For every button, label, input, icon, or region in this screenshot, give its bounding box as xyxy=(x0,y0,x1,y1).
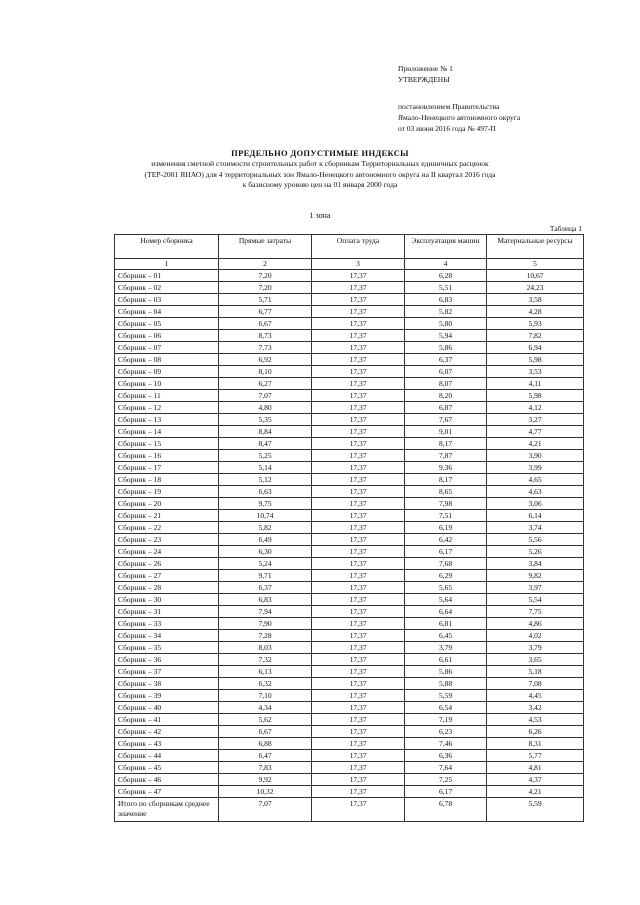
value-cell: 5,51 xyxy=(405,282,487,294)
row-label-cell: Итого по сборникам среднее значение xyxy=(115,798,219,822)
value-cell: 8,20 xyxy=(405,390,487,402)
value-cell: 6,30 xyxy=(219,546,312,558)
value-cell: 6,36 xyxy=(405,750,487,762)
value-cell: 17,37 xyxy=(312,294,405,306)
row-label-cell: Сборник – 13 xyxy=(115,414,219,426)
table-row xyxy=(115,318,584,330)
value-cell: 17,37 xyxy=(312,450,405,462)
table-row xyxy=(115,486,584,498)
value-cell: 6,94 xyxy=(487,342,584,354)
row-label-cell: Сборник – 19 xyxy=(115,486,219,498)
table-row xyxy=(115,762,584,774)
value-cell: 17,37 xyxy=(312,774,405,786)
value-cell: 17,37 xyxy=(312,582,405,594)
indices-table xyxy=(114,234,584,822)
table-row xyxy=(115,786,584,798)
row-label-cell: Сборник – 10 xyxy=(115,378,219,390)
table-row xyxy=(115,750,584,762)
value-cell: 4,02 xyxy=(487,630,584,642)
value-cell: 17,37 xyxy=(312,474,405,486)
value-cell: 5,35 xyxy=(219,414,312,426)
value-cell: 3,79 xyxy=(405,642,487,654)
approved-label: УТВЕРЖДЕНЫ xyxy=(398,75,450,84)
value-cell: 3,58 xyxy=(487,294,584,306)
value-cell: 3,06 xyxy=(487,498,584,510)
value-cell: 17,37 xyxy=(312,618,405,630)
value-cell: 6,37 xyxy=(219,582,312,594)
row-label-cell: Сборник – 38 xyxy=(115,678,219,690)
row-label-cell: Сборник – 44 xyxy=(115,750,219,762)
value-cell: 5,94 xyxy=(405,330,487,342)
row-label-cell: Сборник – 07 xyxy=(115,342,219,354)
value-cell: 17,37 xyxy=(312,270,405,282)
value-cell: 9,71 xyxy=(219,570,312,582)
value-cell: 24,23 xyxy=(487,282,584,294)
row-label-cell: Сборник – 17 xyxy=(115,462,219,474)
row-label-cell: Сборник – 24 xyxy=(115,546,219,558)
value-cell: 17,37 xyxy=(312,738,405,750)
value-cell: 5,59 xyxy=(405,690,487,702)
value-cell: 7,98 xyxy=(405,498,487,510)
value-cell: 6,17 xyxy=(405,786,487,798)
value-cell: 5,71 xyxy=(219,294,312,306)
row-label-cell: Сборник – 37 xyxy=(115,666,219,678)
value-cell: 8,84 xyxy=(219,426,312,438)
value-cell: 17,37 xyxy=(312,678,405,690)
value-cell: 17,37 xyxy=(312,366,405,378)
value-cell: 7,20 xyxy=(219,282,312,294)
value-cell: 9,75 xyxy=(219,498,312,510)
approval-block xyxy=(398,63,628,134)
value-cell: 17,37 xyxy=(312,630,405,642)
value-cell: 7,82 xyxy=(487,330,584,342)
value-cell: 17,37 xyxy=(312,594,405,606)
row-label-cell: Сборник – 36 xyxy=(115,654,219,666)
value-cell: 5,24 xyxy=(219,558,312,570)
value-cell: 3,99 xyxy=(487,462,584,474)
value-cell: 7,08 xyxy=(487,678,584,690)
value-cell: 3,42 xyxy=(487,702,584,714)
row-label-cell: Сборник – 20 xyxy=(115,498,219,510)
table-row xyxy=(115,606,584,618)
value-cell: 4,12 xyxy=(487,402,584,414)
value-cell: 6,63 xyxy=(219,486,312,498)
value-cell: 5,56 xyxy=(487,534,584,546)
value-cell: 5,54 xyxy=(487,594,584,606)
value-cell: 6,14 xyxy=(487,510,584,522)
value-cell: 7,10 xyxy=(219,690,312,702)
table-row xyxy=(115,654,584,666)
value-cell: 9,82 xyxy=(487,570,584,582)
heading-line-3: к базисному уровню цен на 01 января 2000 года xyxy=(242,180,398,189)
table-row xyxy=(115,402,584,414)
value-cell: 9,01 xyxy=(405,426,487,438)
value-cell: 17,37 xyxy=(312,534,405,546)
value-cell: 3,84 xyxy=(487,558,584,570)
value-cell: 6,45 xyxy=(405,630,487,642)
heading-line-2: (ТЕР-2001 ЯНАО) для 4 территориальных зон Ямало-Ненецкого автономного округа на II квартал 2016 года xyxy=(144,169,496,179)
table-row xyxy=(115,474,584,486)
row-label-cell: Сборник – 46 xyxy=(115,774,219,786)
value-cell: 17,37 xyxy=(312,522,405,534)
heading-line-1: изменения сметной стоимости строительных работ к сборникам Территориальных единичных расценок xyxy=(151,159,489,168)
region-line: Ямало-Ненецкого автономного округа xyxy=(398,113,521,122)
table-row xyxy=(115,546,584,558)
value-cell: 4,37 xyxy=(487,774,584,786)
row-label-cell: Сборник – 12 xyxy=(115,402,219,414)
value-cell: 8,17 xyxy=(405,438,487,450)
table-row xyxy=(115,726,584,738)
value-cell: 7,25 xyxy=(405,774,487,786)
table-row xyxy=(115,390,584,402)
value-cell: 6,83 xyxy=(405,294,487,306)
value-cell: 3,53 xyxy=(487,366,584,378)
value-cell: 17,37 xyxy=(312,462,405,474)
table-row xyxy=(115,618,584,630)
value-cell: 7,20 xyxy=(219,270,312,282)
value-cell: 4,11 xyxy=(487,378,584,390)
value-cell: 7,19 xyxy=(405,714,487,726)
table-row xyxy=(115,666,584,678)
row-label-cell: Сборник – 23 xyxy=(115,534,219,546)
table-row xyxy=(115,534,584,546)
row-label-cell: Сборник – 47 xyxy=(115,786,219,798)
value-cell: 7,32 xyxy=(219,654,312,666)
value-cell: 5,18 xyxy=(487,666,584,678)
value-cell: 6,54 xyxy=(405,702,487,714)
table-row xyxy=(115,378,584,390)
value-cell: 17,37 xyxy=(312,642,405,654)
value-cell: 5,93 xyxy=(487,318,584,330)
value-cell: 17,37 xyxy=(312,798,405,822)
value-cell: 8,10 xyxy=(219,366,312,378)
header-cell: Прямые затраты xyxy=(219,235,312,259)
value-cell: 6,47 xyxy=(219,750,312,762)
column-number-cell: 1 xyxy=(115,259,219,270)
value-cell: 8,07 xyxy=(405,378,487,390)
value-cell: 17,37 xyxy=(312,762,405,774)
value-cell: 6,61 xyxy=(405,654,487,666)
value-cell: 6,42 xyxy=(405,534,487,546)
table-row xyxy=(115,366,584,378)
row-label-cell: Сборник – 16 xyxy=(115,450,219,462)
value-cell: 7,94 xyxy=(219,606,312,618)
value-cell: 3,79 xyxy=(487,642,584,654)
document-title: ПРЕДЕЛЬНО ДОПУСТИМЫЕ ИНДЕКСЫ xyxy=(231,148,409,158)
value-cell: 7,83 xyxy=(219,762,312,774)
value-cell: 6,81 xyxy=(405,618,487,630)
value-cell: 7,90 xyxy=(219,618,312,630)
value-cell: 5,77 xyxy=(487,750,584,762)
row-label-cell: Сборник – 42 xyxy=(115,726,219,738)
header-cell: Эксплуатация машин xyxy=(405,235,487,259)
value-cell: 17,37 xyxy=(312,690,405,702)
zone-label: 1 зона xyxy=(309,211,331,220)
value-cell: 17,37 xyxy=(312,282,405,294)
value-cell: 6,19 xyxy=(405,522,487,534)
value-cell: 6,87 xyxy=(405,402,487,414)
column-number-cell: 2 xyxy=(219,259,312,270)
table-row xyxy=(115,630,584,642)
value-cell: 7,64 xyxy=(405,762,487,774)
value-cell: 6,78 xyxy=(405,798,487,822)
value-cell: 17,37 xyxy=(312,498,405,510)
value-cell: 17,37 xyxy=(312,330,405,342)
value-cell: 7,87 xyxy=(405,450,487,462)
value-cell: 6,07 xyxy=(405,366,487,378)
value-cell: 4,21 xyxy=(487,438,584,450)
row-label-cell: Сборник – 06 xyxy=(115,330,219,342)
table-row xyxy=(115,438,584,450)
value-cell: 3,90 xyxy=(487,450,584,462)
value-cell: 17,37 xyxy=(312,726,405,738)
document-heading xyxy=(100,148,540,191)
value-cell: 4,65 xyxy=(487,474,584,486)
table-row xyxy=(115,498,584,510)
value-cell: 5,26 xyxy=(487,546,584,558)
value-cell: 6,29 xyxy=(405,570,487,582)
value-cell: 6,13 xyxy=(219,666,312,678)
total-row xyxy=(115,798,584,822)
value-cell: 17,37 xyxy=(312,402,405,414)
value-cell: 6,26 xyxy=(487,726,584,738)
row-label-cell: Сборник – 27 xyxy=(115,570,219,582)
table-row xyxy=(115,426,584,438)
value-cell: 7,51 xyxy=(405,510,487,522)
value-cell: 5,62 xyxy=(219,714,312,726)
column-number-row xyxy=(115,259,584,270)
table-row xyxy=(115,690,584,702)
appendix-number: Приложение № 1 xyxy=(398,64,453,73)
resolution-line: постановлением Правительства xyxy=(398,102,500,111)
row-label-cell: Сборник – 22 xyxy=(115,522,219,534)
value-cell: 6,37 xyxy=(405,354,487,366)
value-cell: 5,65 xyxy=(405,582,487,594)
header-cell: Номер сборника xyxy=(115,235,219,259)
value-cell: 9,36 xyxy=(405,462,487,474)
value-cell: 17,37 xyxy=(312,318,405,330)
value-cell: 5,14 xyxy=(219,462,312,474)
value-cell: 6,64 xyxy=(405,606,487,618)
value-cell: 17,37 xyxy=(312,666,405,678)
value-cell: 5,98 xyxy=(487,390,584,402)
value-cell: 17,37 xyxy=(312,426,405,438)
table-row xyxy=(115,522,584,534)
value-cell: 17,37 xyxy=(312,438,405,450)
row-label-cell: Сборник – 31 xyxy=(115,606,219,618)
table-row xyxy=(115,306,584,318)
value-cell: 17,37 xyxy=(312,558,405,570)
table-row xyxy=(115,714,584,726)
value-cell: 5,98 xyxy=(487,354,584,366)
column-number-cell: 5 xyxy=(487,259,584,270)
row-label-cell: Сборник – 26 xyxy=(115,558,219,570)
row-label-cell: Сборник – 43 xyxy=(115,738,219,750)
row-label-cell: Сборник – 30 xyxy=(115,594,219,606)
value-cell: 4,21 xyxy=(487,786,584,798)
table-row xyxy=(115,774,584,786)
table-caption: Таблица 1 xyxy=(549,224,582,233)
row-label-cell: Сборник – 01 xyxy=(115,270,219,282)
value-cell: 8,03 xyxy=(219,642,312,654)
table-row xyxy=(115,738,584,750)
value-cell: 4,53 xyxy=(487,714,584,726)
table-row xyxy=(115,414,584,426)
value-cell: 3,65 xyxy=(487,654,584,666)
table-row xyxy=(115,642,584,654)
value-cell: 8,65 xyxy=(405,486,487,498)
table-row xyxy=(115,582,584,594)
value-cell: 5,64 xyxy=(405,594,487,606)
table-row xyxy=(115,594,584,606)
value-cell: 5,59 xyxy=(487,798,584,822)
table-row xyxy=(115,342,584,354)
value-cell: 4,86 xyxy=(487,618,584,630)
table-row xyxy=(115,462,584,474)
value-cell: 6,67 xyxy=(219,726,312,738)
row-label-cell: Сборник – 18 xyxy=(115,474,219,486)
value-cell: 3,97 xyxy=(487,582,584,594)
value-cell: 17,37 xyxy=(312,786,405,798)
value-cell: 8,47 xyxy=(219,438,312,450)
table-row xyxy=(115,330,584,342)
table-row xyxy=(115,510,584,522)
table-row xyxy=(115,558,584,570)
value-cell: 5,86 xyxy=(405,666,487,678)
value-cell: 7,73 xyxy=(219,342,312,354)
row-label-cell: Сборник – 39 xyxy=(115,690,219,702)
value-cell: 7,46 xyxy=(405,738,487,750)
row-label-cell: Сборник – 35 xyxy=(115,642,219,654)
value-cell: 4,45 xyxy=(487,690,584,702)
value-cell: 6,23 xyxy=(405,726,487,738)
value-cell: 17,37 xyxy=(312,378,405,390)
row-label-cell: Сборник – 45 xyxy=(115,762,219,774)
row-label-cell: Сборник – 05 xyxy=(115,318,219,330)
row-label-cell: Сборник – 14 xyxy=(115,426,219,438)
value-cell: 7,67 xyxy=(405,414,487,426)
value-cell: 3,27 xyxy=(487,414,584,426)
value-cell: 6,77 xyxy=(219,306,312,318)
value-cell: 6,27 xyxy=(219,378,312,390)
value-cell: 10,74 xyxy=(219,510,312,522)
value-cell: 17,37 xyxy=(312,702,405,714)
row-label-cell: Сборник – 15 xyxy=(115,438,219,450)
value-cell: 17,37 xyxy=(312,306,405,318)
value-cell: 6,83 xyxy=(219,594,312,606)
value-cell: 17,37 xyxy=(312,390,405,402)
value-cell: 7,68 xyxy=(405,558,487,570)
table-row xyxy=(115,282,584,294)
value-cell: 17,37 xyxy=(312,354,405,366)
row-label-cell: Сборник – 41 xyxy=(115,714,219,726)
value-cell: 7,07 xyxy=(219,390,312,402)
indices-table-body xyxy=(115,235,584,822)
table-row xyxy=(115,270,584,282)
value-cell: 8,73 xyxy=(219,330,312,342)
value-cell: 4,34 xyxy=(219,702,312,714)
value-cell: 6,49 xyxy=(219,534,312,546)
column-number-cell: 3 xyxy=(312,259,405,270)
value-cell: 5,82 xyxy=(219,522,312,534)
value-cell: 7,28 xyxy=(219,630,312,642)
value-cell: 3,74 xyxy=(487,522,584,534)
table-row xyxy=(115,354,584,366)
value-cell: 4,81 xyxy=(487,762,584,774)
value-cell: 6,32 xyxy=(219,678,312,690)
value-cell: 6,67 xyxy=(219,318,312,330)
header-cell: Оплата труда xyxy=(312,235,405,259)
value-cell: 17,37 xyxy=(312,342,405,354)
value-cell: 5,86 xyxy=(405,342,487,354)
column-number-cell: 4 xyxy=(405,259,487,270)
value-cell: 5,80 xyxy=(405,318,487,330)
row-label-cell: Сборник – 08 xyxy=(115,354,219,366)
value-cell: 17,37 xyxy=(312,750,405,762)
row-label-cell: Сборник – 34 xyxy=(115,630,219,642)
value-cell: 17,37 xyxy=(312,414,405,426)
value-cell: 5,12 xyxy=(219,474,312,486)
value-cell: 4,63 xyxy=(487,486,584,498)
value-cell: 5,88 xyxy=(405,678,487,690)
row-label-cell: Сборник – 33 xyxy=(115,618,219,630)
value-cell: 17,37 xyxy=(312,654,405,666)
value-cell: 6,88 xyxy=(219,738,312,750)
value-cell: 9,92 xyxy=(219,774,312,786)
value-cell: 17,37 xyxy=(312,510,405,522)
value-cell: 4,77 xyxy=(487,426,584,438)
value-cell: 17,37 xyxy=(312,714,405,726)
table-row xyxy=(115,678,584,690)
value-cell: 7,75 xyxy=(487,606,584,618)
date-number-line: от 03 июня 2016 года № 497-П xyxy=(398,124,496,133)
value-cell: 6,28 xyxy=(405,270,487,282)
value-cell: 8,17 xyxy=(405,474,487,486)
table-row xyxy=(115,702,584,714)
row-label-cell: Сборник – 28 xyxy=(115,582,219,594)
table-row xyxy=(115,570,584,582)
value-cell: 10,67 xyxy=(487,270,584,282)
header-cell: Материальные ресурсы xyxy=(487,235,584,259)
value-cell: 10,32 xyxy=(219,786,312,798)
value-cell: 17,37 xyxy=(312,486,405,498)
header-row xyxy=(115,235,584,259)
row-label-cell: Сборник – 02 xyxy=(115,282,219,294)
value-cell: 5,82 xyxy=(405,306,487,318)
value-cell: 17,37 xyxy=(312,606,405,618)
value-cell: 17,37 xyxy=(312,546,405,558)
row-label-cell: Сборник – 09 xyxy=(115,366,219,378)
row-label-cell: Сборник – 21 xyxy=(115,510,219,522)
row-label-cell: Сборник – 04 xyxy=(115,306,219,318)
value-cell: 4,28 xyxy=(487,306,584,318)
row-label-cell: Сборник – 11 xyxy=(115,390,219,402)
table-row xyxy=(115,294,584,306)
value-cell: 5,25 xyxy=(219,450,312,462)
value-cell: 8,31 xyxy=(487,738,584,750)
row-label-cell: Сборник – 40 xyxy=(115,702,219,714)
row-label-cell: Сборник – 03 xyxy=(115,294,219,306)
value-cell: 6,92 xyxy=(219,354,312,366)
value-cell: 17,37 xyxy=(312,570,405,582)
value-cell: 4,80 xyxy=(219,402,312,414)
value-cell: 7,07 xyxy=(219,798,312,822)
table-row xyxy=(115,450,584,462)
value-cell: 6,17 xyxy=(405,546,487,558)
